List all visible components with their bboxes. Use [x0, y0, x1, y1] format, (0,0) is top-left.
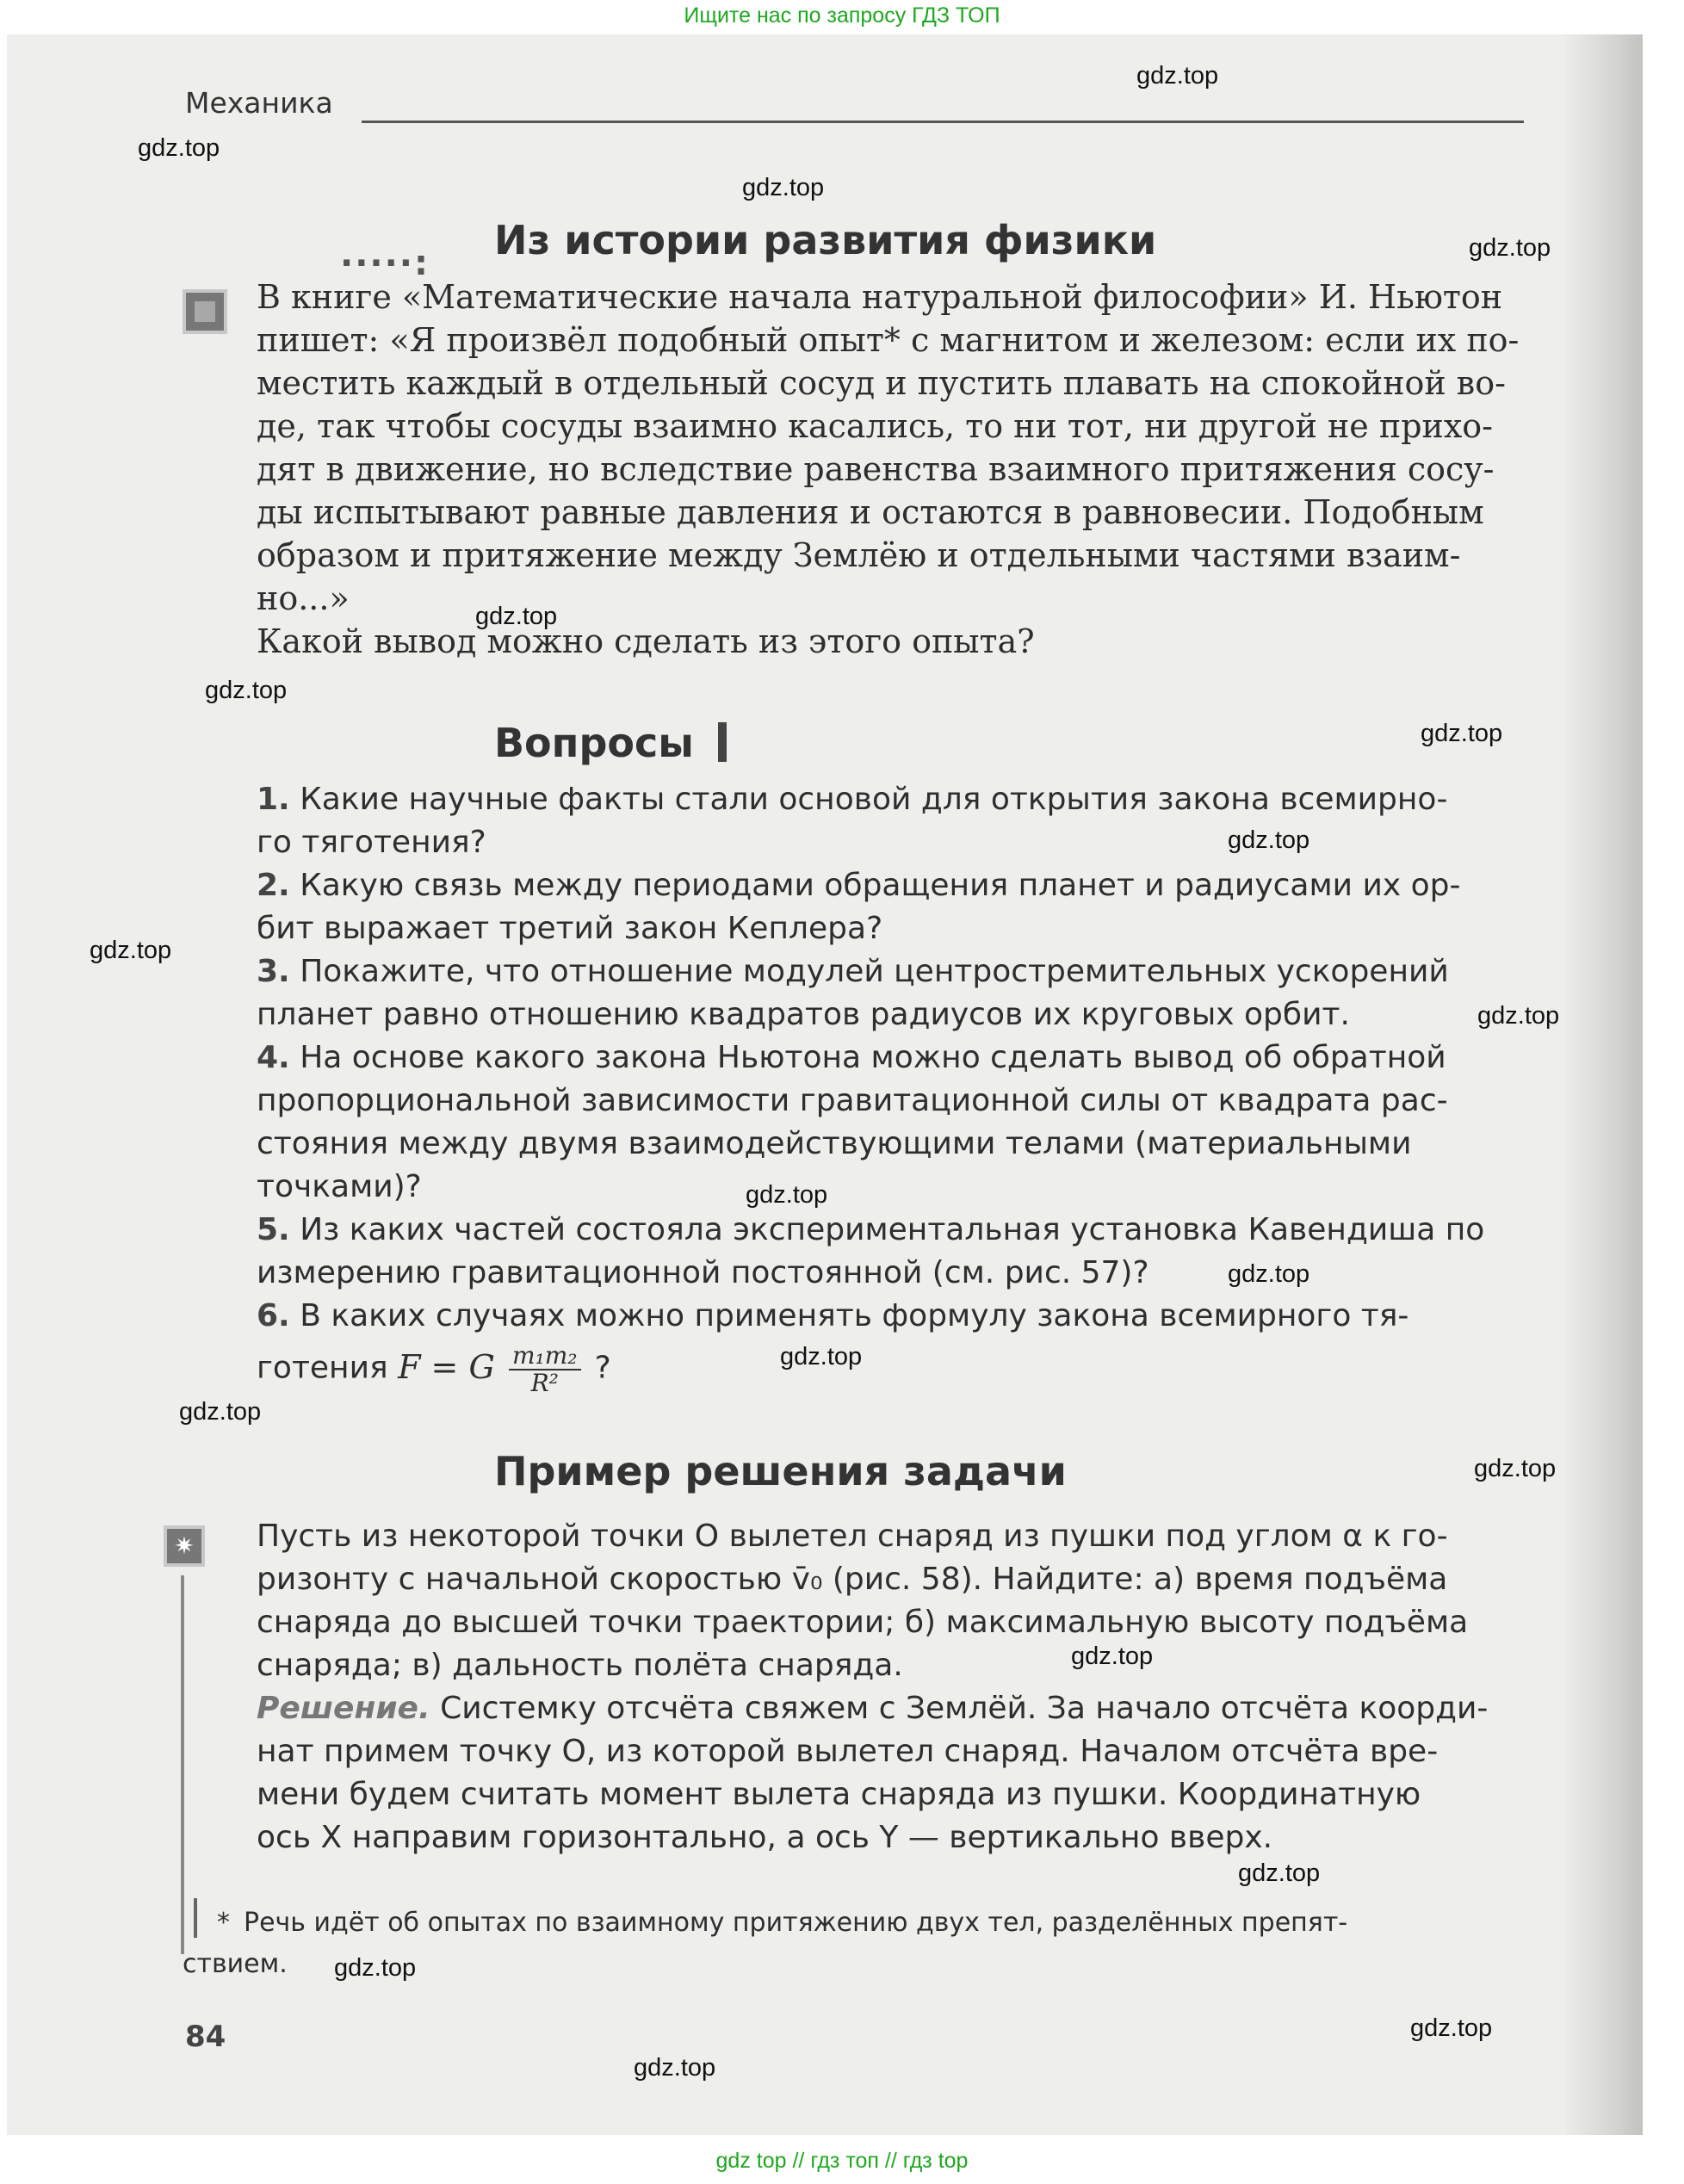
question-line: Из каких частей состояла экспериментальная установка Кавендиша по — [300, 1212, 1485, 1247]
question-line: На основе какого закона Ньютона можно сделать вывод об обратной — [300, 1040, 1446, 1075]
question-line: В каких случаях можно применять формулу закона всемирного тя- — [300, 1298, 1409, 1333]
question-item — [257, 1295, 1522, 1396]
question-formula-line — [257, 1343, 1522, 1396]
running-title: Механика — [185, 86, 333, 120]
watermark: gdz.top — [334, 1954, 417, 1982]
history-line: дят в движение, но вследствие равенства взаимного притяжения сосу- — [257, 450, 1495, 488]
watermark: gdz.top — [634, 2054, 716, 2082]
title-bar — [718, 722, 727, 762]
header-rule — [362, 121, 1524, 123]
footnote-text: Речь идёт об опытах по взаимному притяжению двух тел, разделённых препят- — [244, 1908, 1348, 1938]
question-line: готения — [257, 1350, 388, 1386]
watermark: gdz.top — [475, 603, 558, 630]
question-line: стояния между двумя взаимодействующими телами (материальными — [257, 1126, 1412, 1161]
watermark: gdz.top — [90, 937, 172, 964]
solution-label: Решение. — [257, 1691, 430, 1726]
questions-list — [257, 778, 1522, 1396]
gravity-formula — [398, 1341, 594, 1397]
example-side-bar — [181, 1575, 184, 1954]
watermark: gdz.top — [1477, 1002, 1560, 1030]
watermark: gdz.top — [742, 174, 825, 201]
footnote — [183, 1902, 1526, 1985]
solution-line: мени будем считать момент вылета снаряда из пушки. Координатную — [257, 1777, 1421, 1812]
question-line: Покажите, что отношение модулей центростремительных ускорений — [300, 954, 1449, 989]
question-number: 5. — [257, 1212, 290, 1247]
history-line: местить каждый в отдельный сосуд и пустить плавать на спокойной во- — [257, 364, 1506, 402]
footnote-tail: ствием. — [183, 1949, 288, 1979]
question-item — [257, 1036, 1522, 1209]
formula-suffix: ? — [594, 1350, 611, 1386]
watermark: gdz.top — [1410, 2014, 1493, 2042]
footnote-star: * — [217, 1908, 230, 1938]
solution-line: Системку отсчёта свяжем с Землёй. За начало отсчёта коорди- — [440, 1691, 1489, 1726]
question-line: Какие научные факты стали основой для открытия закона всемирно- — [300, 782, 1448, 817]
history-line: В книге «Математические начала натуральной философии» И. Ньютон — [257, 278, 1503, 316]
page-spine-shadow — [1565, 34, 1643, 2135]
history-title: Из истории развития физики — [494, 217, 1157, 263]
problem-line: снаряда до высшей точки траектории; б) максимальную высоту подъёма — [257, 1605, 1469, 1640]
question-item — [257, 864, 1522, 950]
question-number: 6. — [257, 1298, 290, 1333]
watermark: gdz.top — [746, 1181, 828, 1209]
history-line: образом и притяжение между Землёю и отдельными частями взаим- — [257, 536, 1461, 574]
watermark: gdz.top — [1136, 62, 1219, 90]
history-text — [257, 275, 1522, 663]
solution-line: ось X направим горизонтально, а ось Y — вертикально вверх. — [257, 1820, 1273, 1855]
question-line: Какую связь между периодами обращения планет и радиусами их ор- — [300, 868, 1461, 903]
question-number: 4. — [257, 1040, 290, 1075]
formula-lhs: F = G — [398, 1347, 495, 1386]
history-line: пишет: «Я произвёл подобный опыт* с магнитом и железом: если их по- — [257, 321, 1520, 359]
watermark: gdz.top — [1421, 720, 1503, 747]
question-line: точками)? — [257, 1169, 422, 1204]
question-line: пропорциональной зависимости гравитационной силы от квадрата рас- — [257, 1083, 1448, 1118]
question-line: измерению гравитационной постоянной (см. рис. 57)? — [257, 1255, 1149, 1290]
example-text — [257, 1515, 1522, 1859]
history-line: ды испытывают равные давления и остаются в равновесии. Подобным — [257, 493, 1484, 531]
watermark: gdz.top — [1228, 826, 1310, 854]
bottom-banner[interactable]: gdz top // гдз топ // гдз top — [715, 2149, 969, 2173]
watermark: gdz.top — [1469, 234, 1551, 262]
solution-line: нат примем точку O, из которой вылетел снаряд. Началом отсчёта вре- — [257, 1734, 1439, 1769]
watermark: gdz.top — [780, 1343, 863, 1370]
questions-title — [494, 720, 727, 766]
watermark: gdz.top — [1474, 1455, 1557, 1482]
history-square-icon — [183, 289, 227, 334]
formula-denominator: R² — [530, 1369, 559, 1397]
example-title: Пример решения задачи — [494, 1448, 1067, 1494]
question-number: 2. — [257, 868, 290, 903]
question-item — [257, 950, 1522, 1036]
page-number: 84 — [185, 2020, 226, 2054]
question-item — [257, 778, 1522, 864]
history-question: Какой вывод можно сделать из этого опыта? — [257, 622, 1035, 660]
watermark: gdz.top — [138, 134, 220, 162]
questions-title-text: Вопросы — [494, 720, 694, 766]
watermark: gdz.top — [179, 1398, 262, 1426]
problem-line: ризонту с начальной скоростью v̄₀ (рис. 58). Найдите: а) время подъёма — [257, 1562, 1448, 1597]
watermark: gdz.top — [1238, 1859, 1321, 1887]
question-line: планет равно отношению квадратов радиусов их круговых орбит. — [257, 997, 1350, 1032]
history-line: де, так чтобы сосуды взаимно касались, то ни тот, ни другой не прихо- — [257, 407, 1494, 445]
question-item — [257, 1209, 1522, 1295]
formula-numerator: m₁m₂ — [509, 1343, 581, 1370]
watermark: gdz.top — [205, 677, 288, 704]
section-decoration: ·····: — [340, 244, 430, 283]
top-banner[interactable]: Ищите нас по запросу ГДЗ ТОП — [684, 3, 1000, 28]
example-star-icon: ✷ — [164, 1525, 205, 1567]
question-number: 1. — [257, 782, 290, 817]
question-line: го тяготения? — [257, 825, 486, 860]
question-number: 3. — [257, 954, 290, 989]
problem-line: снаряда; в) дальность полёта снаряда. — [257, 1648, 903, 1683]
formula-fraction — [509, 1343, 581, 1396]
question-line: бит выражает третий закон Кеплера? — [257, 911, 883, 946]
history-line: но...» — [257, 579, 350, 617]
watermark: gdz.top — [1071, 1643, 1154, 1670]
watermark: gdz.top — [1228, 1260, 1310, 1288]
problem-line: Пусть из некоторой точки O вылетел снаряд из пушки под углом α к го- — [257, 1519, 1448, 1554]
